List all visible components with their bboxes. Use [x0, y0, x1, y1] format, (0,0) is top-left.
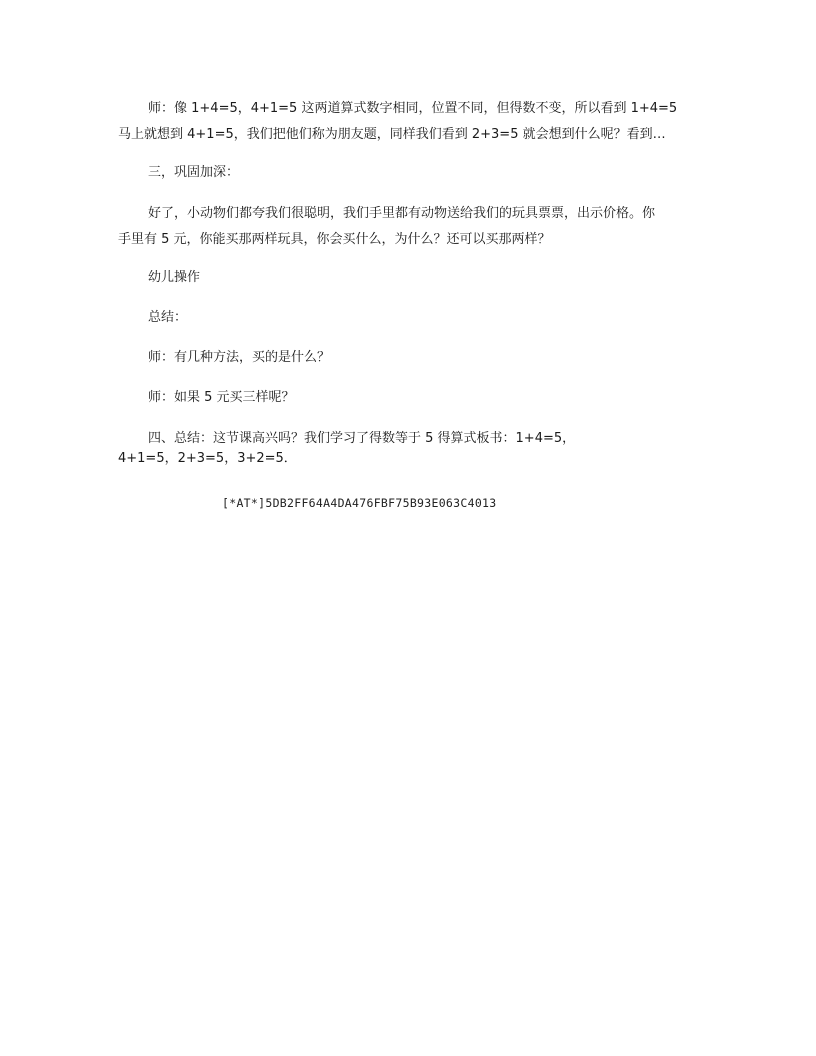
paragraph-line: 好了，小动物们都夸我们很聪明，我们手里都有动物送给我们的玩具票票，出示价格。你 — [148, 206, 656, 221]
paragraph: 总结： — [148, 310, 188, 325]
section-heading: 三，巩固加深： — [148, 165, 240, 180]
paragraph: 幼儿操作 — [148, 270, 201, 285]
paragraph: 师：如果 5 元买三样呢？ — [148, 390, 295, 405]
paragraph-line: 手里有 5 元，你能买那两样玩具，你会买什么，为什么？还可以买那两样？ — [118, 232, 551, 247]
paragraph-line: 师：像 1+4=5，4+1=5 这两道算式数字相同，位置不同，但得数不变，所以看到 1+4=5 — [148, 101, 678, 116]
paragraph-line: 4+1=5，2+3=5，3+2=5． — [118, 451, 297, 466]
paragraph: 师：有几种方法，买的是什么？ — [148, 350, 331, 365]
document-code: [*AT*]5DB2FF64A4DA476FBF75B93E063C4013 — [222, 496, 497, 510]
paragraph-line: 四、总结：这节课高兴吗？我们学习了得数等于 5 得算式板书：1+4=5， — [148, 431, 576, 446]
paragraph-line: 马上就想到 4+1=5，我们把他们称为朋友题，同样我们看到 2+3=5 就会想到什么呢？看到… — [118, 127, 666, 142]
